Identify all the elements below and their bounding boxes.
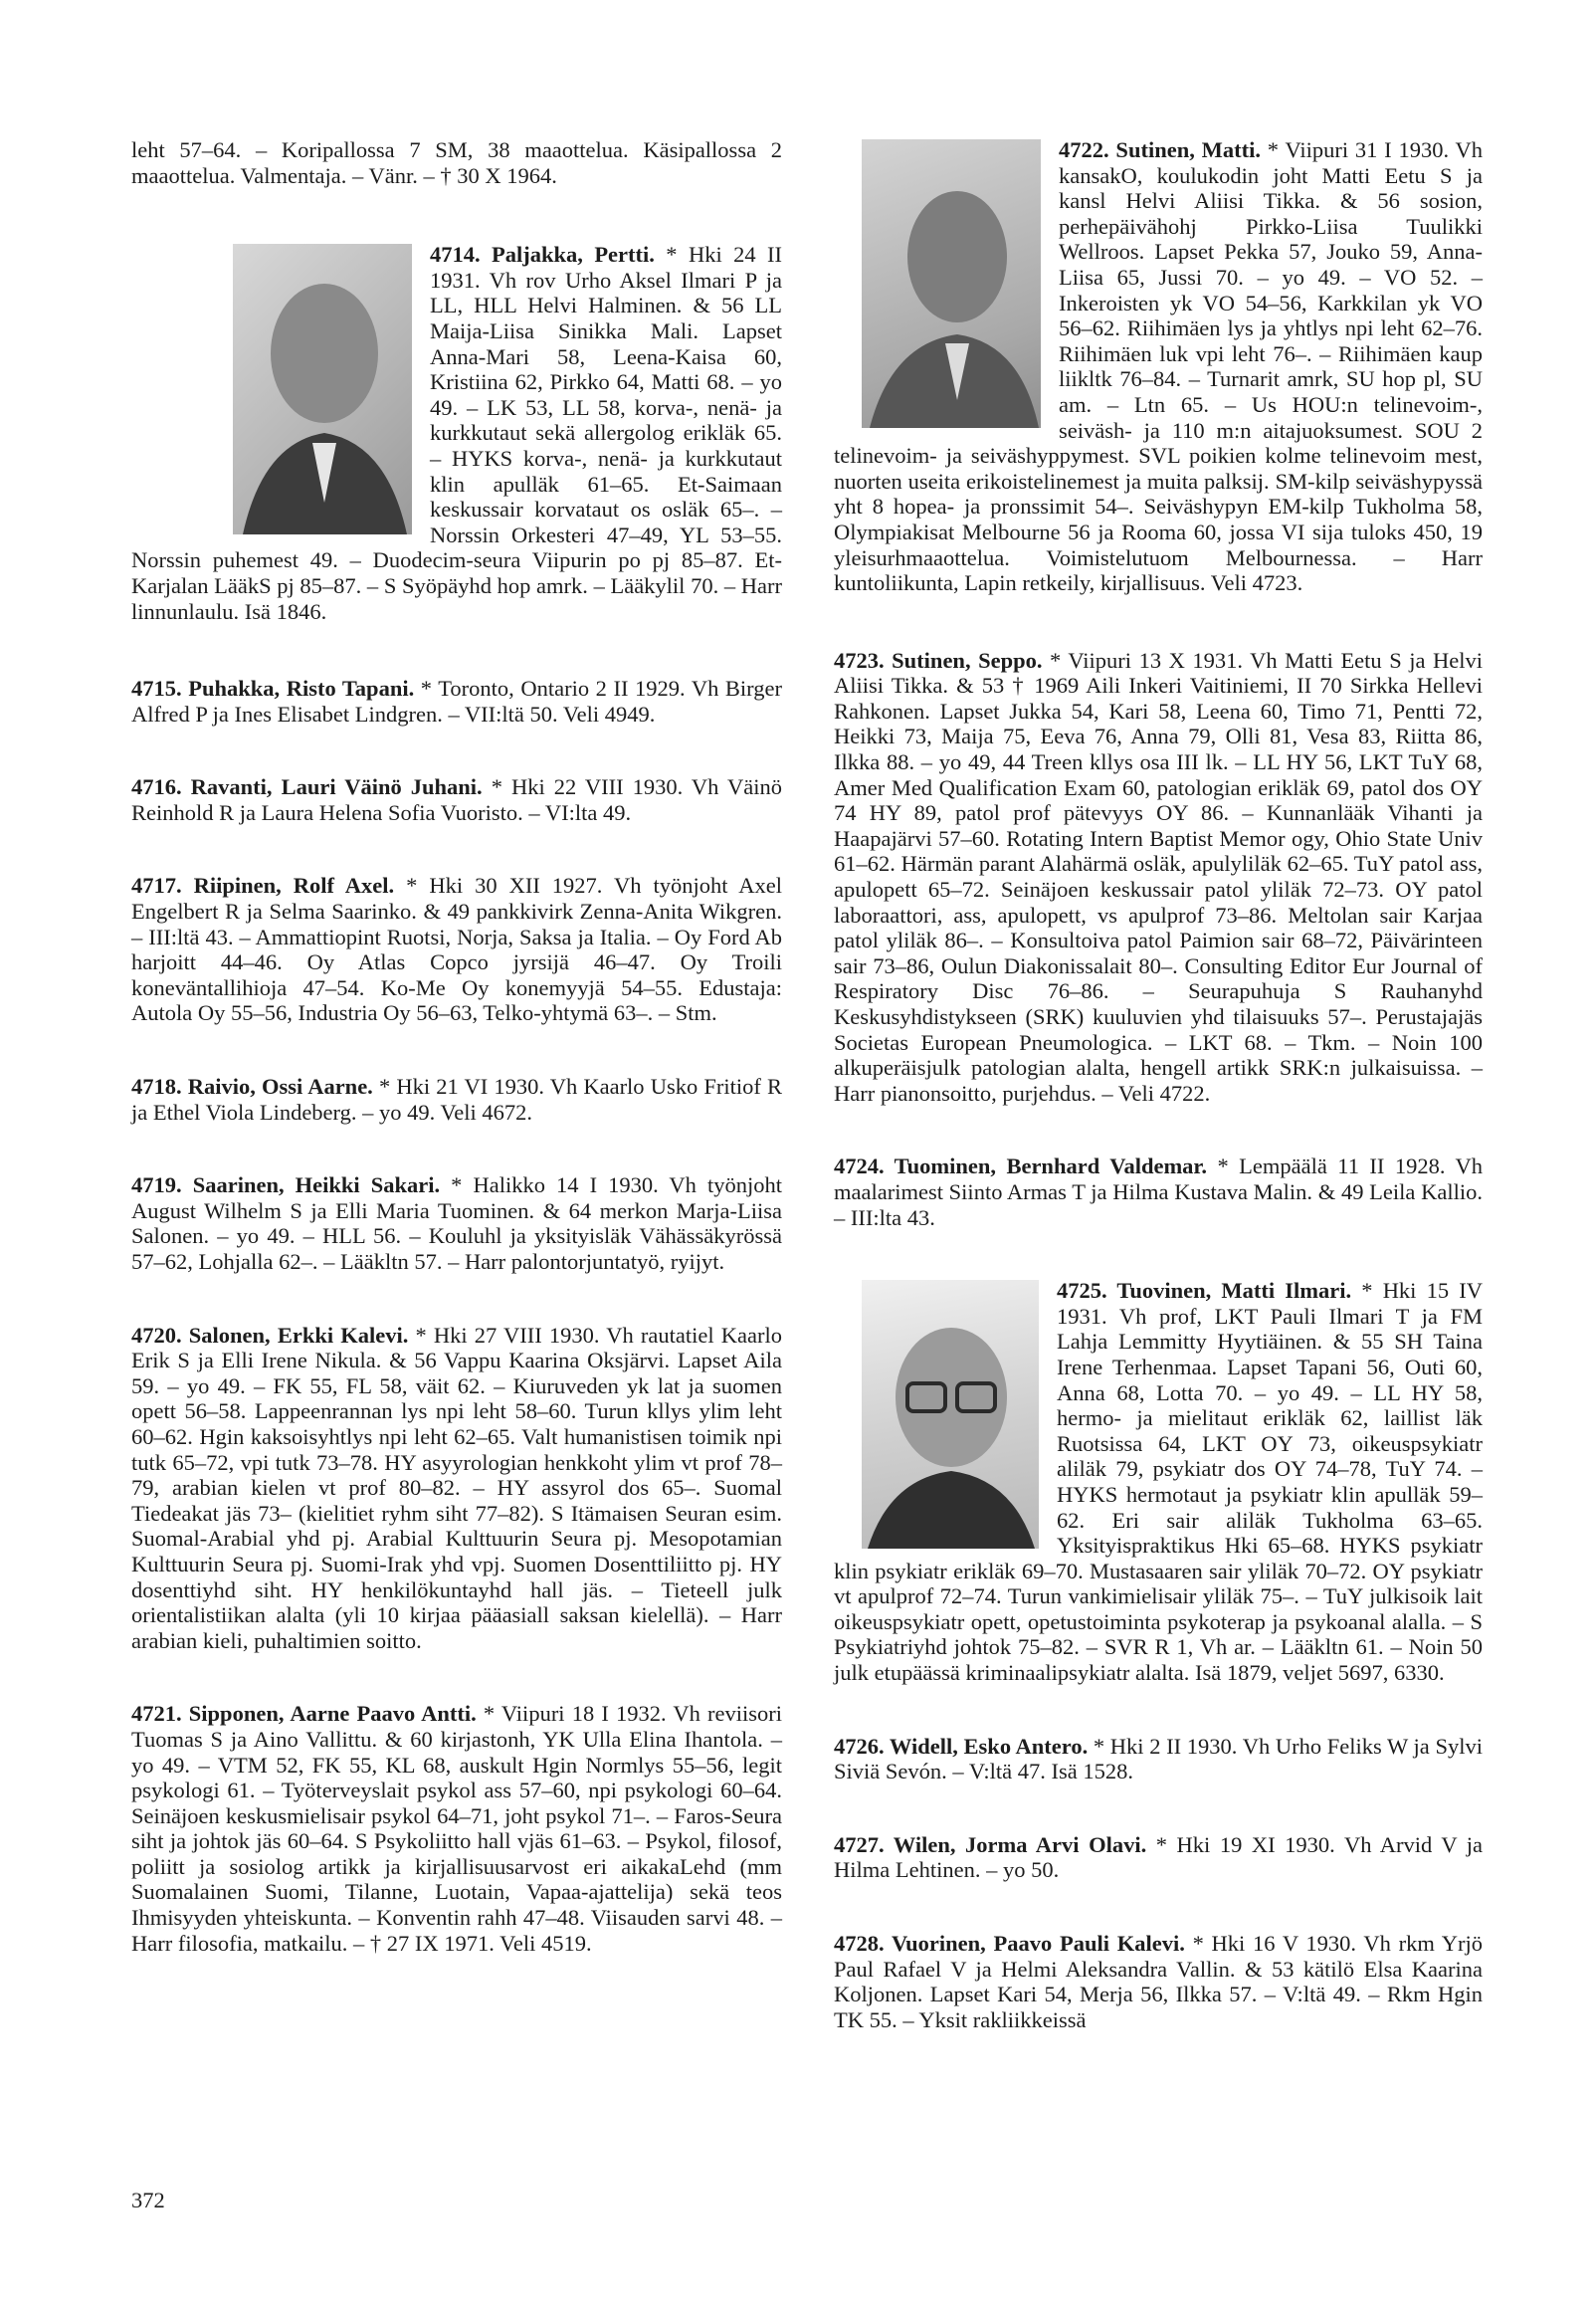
entry-text: * Viipuri 18 I 1932. Vh reviisori Tuomas S ja Aino Vallittu. & 60 kirjastonh, YK Ulla Elina Ihantola. – yo 49. – VTM 52, FK 55, KL 68, auskult Hgin Normlys 55–56, legit psykologi 61. – Työterveyslait psykol ass 57–60, npi psykologi 60–64. Seinäjoen keskusmielisair psykol 64–71, joht psykol 71–. – Faros-Seura siht ja johtok jäs 60–64. S Psykoliitto hall vjäs 61–63. – Psykol, filosof, poliitt ja sosiolog artikk ja kirjallisuusarvost eri aikakaLehd (mm Suomalainen Suomi, Tilanne, Luotain, Vapaa-ajattelija) sekä teos Ihmisyyden yhteiskunta. – Konventin rahh 47–48. Viisauden sarvi 48. – Harr filosofia, matkailu. – † 27 IX 1971. Veli 4519. xyxy=(131,1701,782,1956)
entry-continuation xyxy=(131,137,782,188)
entry-4720 xyxy=(131,1323,782,1654)
entry-4727 xyxy=(834,1832,1483,1883)
entry-heading: 4719. Saarinen, Heikki Sakari. xyxy=(131,1172,452,1198)
left-column xyxy=(131,137,782,1956)
entry-heading: 4714. Paljakka, Pertti. xyxy=(430,242,667,268)
entry-text: * Hki 27 VIII 1930. Vh rautatiel Kaarlo Erik S ja Elli Irene Nikula. & 56 Vappu Kaarina Oksjärvi. Lapset Aila 59. – yo 49. – FK 55, FL 58, väit 62. – Kiuruveden yk lat ja suomen opett 56–58. Lappeenrannan lys npi leht 58–60. Turun kllys ylim leht 60–62. Hgin kaksoisyhtlys npi leht 62–65. Valt humanistisen toimik npi tutk 65–72, vpi tutk 73–78. HY asyyrologian henkkoht ylim vt prof 78–79, arabian kielen vt prof 80–82. – HY assyrol dos 65–. Suomal Tiedeakat jäs 73– (kielitiet ryhm siht 77–82). S Itämaisen Seuran esim. Suomal-Arabial yhd pj. Arabial Kulttuurin Seura pj. Mesopotamian Kulttuurin Seura pj. Suomi-Irak yhd vpj. Suomen Dosenttiliitto pj. HY dosenttiyhd siht. HY henkilökuntayhd hall jäs. – Tieteell julk orientalistiikan alalta (yli 10 kirjaa pääasiall saksan kielellä). – Harr arabian kieli, puhaltimien soitto. xyxy=(131,1322,783,1653)
entry-text: * Hki 24 II 1931. Vh rov Urho Aksel Ilmari P ja LL, HLL Helvi Halminen. & 56 LL Maija-Liisa Sinikka Mali. Lapset Anna-Mari 58, Leena-Kaisa 60, Kristiina 62, Pirkko 64, Matti 68. – yo 49. – LK 53, LL 58, korva-, nenä- ja kurkkutaut sekä allergolog erikläk 65. – HYKS korva-, nenä- ja kurkkutaut klin apulläk 61–65. Et-Saimaan keskussair korvataut os osläk 65–. – Norssin Orkesteri 47–49, YL 53–55. Norssin puhemest 49. – Duodecim-seura Viipurin po pj 85–87. Et-Karjalan LääkS pj 85–87. – S Syöpäyhd hop amrk. – Lääkylil 70. – Harr linnunlaulu. Isä 1846. xyxy=(131,242,782,624)
entry-4728 xyxy=(834,1931,1483,2032)
entry-heading: 4721. Sipponen, Aarne Paavo Antti. xyxy=(131,1701,484,1727)
entry-4724 xyxy=(834,1154,1483,1230)
entry-heading: 4726. Widell, Esko Antero. xyxy=(834,1733,1094,1759)
entry-text: * Viipuri 31 I 1930. Vh kansakO, koulukodin joht Matti Eetu S ja kansl Helvi Aliisi Tikka. & 56 sosion, perhepäivähohj Pirkko-Liisa Tuulikki Wellroos. Lapset Pekka 57, Jouko 59, Anna-Liisa 65, Jussi 70. – yo 49. – VO 52. – Inkeroisten yk VO 54–56, Karkkilan yk VO 56–62. Riihimäen lys ja yhtlys npi leht 62–76. Riihimäen luk vpi leht 76–. – Riihimäen kaup liikltk 76–84. – Turnarit amrk, SU hop pl, SU am. – Ltn 65. – Us HOU:n telinevoim-, seiväsh- ja 110 m:n aitajuoksumest. SOU 2 telinevoim- ja seiväshyppymest. SVL poikien kolme telinevoim mest, nuorten useita erikoistelinemest ja muita palksij. SM-kilp seiväshypyssä yht 8 hopea- ja pronssimit 54–. Seiväshypyn EM-kilp Tukholma 58, Olympiakisat Melbourne 56 ja Rooma 60, jossa VI sija tuloks 450, 19 yleisurhmaaottelua. Voimistelutuom Melbournessa. – Harr kuntoliikunta, Lapin retkeily, kirjallisuus. Veli 4723. xyxy=(834,137,1483,596)
entry-heading: 4720. Salonen, Erkki Kalevi. xyxy=(131,1322,416,1348)
entry-heading: 4717. Riipinen, Rolf Axel. xyxy=(131,873,407,899)
entry-4726 xyxy=(834,1734,1483,1784)
entry-4723 xyxy=(834,648,1483,1107)
entry-heading: 4724. Tuominen, Bernhard Valdemar. xyxy=(834,1154,1218,1179)
entry-text: * Hki 16 V 1930. Vh rkm Yrjö Paul Rafael V ja Helmi Aleksandra Vallin. & 53 kätilö Elsa Kaarina Koljonen. Lapset Kari 54, Merja 56, Ilkka 57. – V:ltä 49. – Rkm Hgin TK 55. – Yksit rakliikkeissä xyxy=(834,1931,1483,2032)
entry-heading: 4723. Sutinen, Seppo. xyxy=(834,647,1051,673)
entry-text: * Hki 21 VI 1930. Vh Kaarlo Usko Fritiof R ja Ethel Viola Lindeberg. – yo 49. Veli 4672. xyxy=(131,1074,782,1125)
portrait-photo-paljakka xyxy=(233,244,412,534)
entry-text: * Toronto, Ontario 2 II 1929. Vh Birger Alfred P ja Ines Elisabet Lindgren. – VII:ltä 50. Veli 4949. xyxy=(131,676,782,727)
entry-heading: 4722. Sutinen, Matti. xyxy=(1059,137,1268,162)
portrait-photo-sutinen xyxy=(862,139,1041,428)
entry-heading: 4716. Ravanti, Lauri Väinö Juhani. xyxy=(131,774,492,800)
entry-text: * Hki 15 IV 1931. Vh prof, LKT Pauli Ilmari T ja FM Lahja Lemmitty Hyytiäinen. & 55 SH Taina Irene Terhenmaa. Lapset Tapani 56, Outi 60, Anna 68, Lotta 70. – yo 49. – LL HY 58, hermo- ja mielitaut erikläk 62, laillist läk Ruotsissa 64, LKT OY 73, oikeuspsykiatr aliläk 79, psykiatr dos OY 74–78, TuY 74. – HYKS hermotaut ja psykiatr klin apulläk 59–62. Eri sair aliläk Tukholma 63–65. Yksityispraktikus Hki 65–68. HYKS psykiatr klin psykiatr erikläk 69–70. Mustasaaren sair yliläk 70–72. OY psykiatr vt apulprof 72–74. Turun vankimielisair yliläk 75–. – TuY julkisoik lait oikeuspsykiatr opett, opetustoiminta psykoterap ja psykoanal alalla. – S Psykiatriyhd johtok 75–82. – SVR R 1, Vh ar. – Lääkltn 61. – Noin 50 julk etupäässä kriminaalipsykiatr alalta. Isä 1879, veljet 5697, 6330. xyxy=(834,1278,1483,1686)
entry-4717 xyxy=(131,873,782,1026)
entry-4725 xyxy=(834,1278,1483,1686)
entry-4716 xyxy=(131,774,782,825)
entry-4718 xyxy=(131,1074,782,1125)
entry-text: * Hki 22 VIII 1930. Vh Väinö Reinhold R ja Laura Helena Sofia Vuoristo. – VI:lta 49. xyxy=(131,774,782,825)
entry-4719 xyxy=(131,1172,782,1274)
page-number: 372 xyxy=(131,2188,165,2212)
entry-text: * Hki 30 XII 1927. Vh työnjoht Axel Engelbert R ja Selma Saarinko. & 49 pankkivirk Zenna-Anita Wikgren. – III:ltä 43. – Ammattiopint Ruotsi, Norja, Saksa ja Italia. – Oy Ford Ab harjoitt 44–46. Oy Atlas Copco jyrsijä 46–47. Oy Troili koneväntallihioja 47–54. Ko-Me Oy konemyyjä 54–55. Edustaja: Autola Oy 55–56, Industria Oy 56–63, Telko-yhtymä 63–. – Stm. xyxy=(131,873,782,1026)
entry-4721 xyxy=(131,1701,782,1956)
entry-4722 xyxy=(834,137,1483,596)
entry-heading: 4718. Raivio, Ossi Aarne. xyxy=(131,1074,379,1100)
entry-text: * Halikko 14 I 1930. Vh työnjoht August Wilhelm S ja Elli Maria Tuominen. & 64 merkon Marja-Liisa Salonen. – yo 49. – HLL 56. – Kouluhl ja yksityisläk Vähässäkyrössä 57–62, Lohjalla 62–. – Lääkltn 57. – Harr palontorjuntatyö, ryijyt. xyxy=(131,1172,782,1274)
entry-4714 xyxy=(131,242,782,624)
entry-heading: 4727. Wilen, Jorma Arvi Olavi. xyxy=(834,1831,1156,1857)
entry-text: * Hki 2 II 1930. Vh Urho Feliks W ja Sylvi Siviä Sevón. – V:ltä 47. Isä 1528. xyxy=(834,1733,1483,1784)
entry-heading: 4728. Vuorinen, Paavo Pauli Kalevi. xyxy=(834,1931,1193,1957)
entry-4715 xyxy=(131,676,782,727)
entry-text: * Hki 19 XI 1930. Vh Arvid V ja Hilma Lehtinen. – yo 50. xyxy=(834,1831,1483,1883)
entry-text: leht 57–64. – Koripallossa 7 SM, 38 maaottelua. Käsipallossa 2 maaottelua. Valmentaja. – Vänr. – † 30 X 1964. xyxy=(131,137,782,188)
entry-text: * Viipuri 13 X 1931. Vh Matti Eetu S ja Helvi Aliisi Tikka. & 53 † 1969 Aili Inkeri Vaitiniemi, II 70 Sirkka Hellevi Rahkonen. Lapset Jukka 54, Kari 58, Leena 60, Timo 71, Pentti 72, Heikki 73, Maija 75, Eeva 76, Anna 79, Olli 81, Vesa 83, Riitta 86, Ilkka 88. – yo 49, 44 Treen kllys osa III lk. – LL HY 56, LKT TuY 68, Amer Med Qualification Exam 60, patologian erikläk 69, patol dos OY 74 HY 89, patol prof pätevyys OY 86. – Kunnanlääk Vihanti ja Haapajärvi 57–60. Rotating Intern Baptist Memor ogy, Ohio State Univ 61–62. Härmän parant Alahärmä osläk, apulyliläk 62–65. TuY patol ass, apulopett 65–72. Seinäjoen keskussair patol yliläk 72–73. OY patol laboraattori, ass, apulopett, vs apulprof 73–86. Meltolan sair Karjaa patol yliläk 86–. – Konsultoiva patol Paimion sair 68–72, Päivärinteen sair 73–86, Oulun Diakonissalait 80–. Consulting Editor Eur Journal of Respiratory Disc 76–86. – Seurapuhuja S Rauhanyhd Keskusyhdistykseen (SRK) kuuluvien yhd tilaisuuks 57–. Perustajajäs Societas European Pneumologica. – LKT 68. – Tkm. – Noin 100 alkuperäisjulk patologian alalta, hengell artikk SRK:n julkaisuissa. – Harr pianonsoitto, purjehdus. – Veli 4722. xyxy=(834,647,1484,1106)
entry-heading: 4725. Tuovinen, Matti Ilmari. xyxy=(1057,1278,1362,1304)
portrait-photo-tuovinen xyxy=(862,1280,1039,1549)
entry-heading: 4715. Puhakka, Risto Tapani. xyxy=(131,676,421,702)
right-column xyxy=(834,137,1483,2032)
entry-text: * Lempäälä 11 II 1928. Vh maalarimest Siinto Armas T ja Hilma Kustava Malin. & 49 Leila Kallio. – III:lta 43. xyxy=(834,1154,1483,1230)
